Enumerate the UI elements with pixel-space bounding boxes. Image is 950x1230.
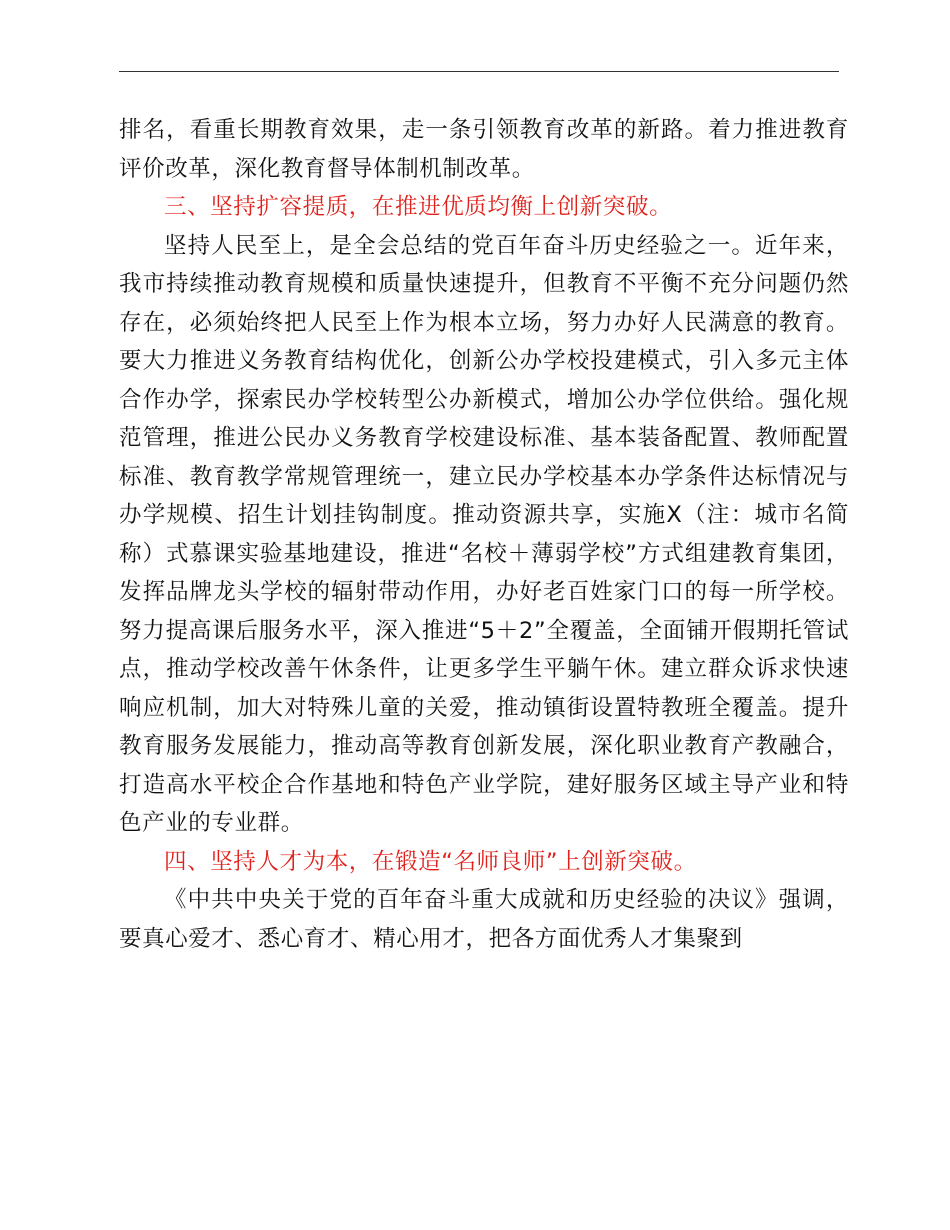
section-heading-4: 四、坚持人才为本，在锻造“名师良师”上创新突破。 xyxy=(164,848,697,875)
document-body xyxy=(119,111,849,958)
section-heading-3: 三、坚持扩容提质，在推进优质均衡上创新突破。 xyxy=(164,194,673,220)
paragraph-section-4: 《中共中央关于党的百年奋斗重大成就和历史经验的决议》强调，要真心爱才、悉心育才、精心用才，把各方面优秀人才集聚到 xyxy=(119,887,849,952)
paragraph-continuation: 排名，看重长期教育效果，走一条引领教育改革的新路。着力推进教育评价改革，深化教育督导体制机制改革。 xyxy=(119,117,849,182)
paragraph-section-3: 坚持人民至上，是全会总结的党百年奋斗历史经验之一。近年来，我市持续推动教育规模和质量快速提升，但教育不平衡不充分问题仍然存在，必须始终把人民至上作为根本立场，努力办好人民满意的教育。要大力推进义务教育结构优化，创新公办学校投建模式，引入多元主体合作办学，探索民办学校转型公办新模式，增加公办学位供给。强化规范管理，推进公民办义务教育学校建设标准、基本装备配置、教师配置标准、教育教学常规管理统一，建立民办学校基本办学条件达标情况与办学规模、招生计划挂钩制度。推动资源共享，实施X（注：城市名简称）式慕课实验基地建设，推进“名校＋薄弱学校”方式组建教育集团，发挥品牌龙头学校的辐射带动作用，办好老百姓家门口的每一所学校。努力提高课后服务水平，深入推进“5＋2”全覆盖，全面铺开假期托管试点，推动学校改善午休条件，让更多学生平躺午休。建立群众诉求快速响应机制，加大对特殊儿童的关爱，推动镇街设置特教班全覆盖。提升教育服务发展能力，推动高等教育创新发展，深化职业教育产教融合，打造高水平校企合作基地和特色产业学院，建好服务区域主导产业和特色产业的专业群。 xyxy=(119,232,849,836)
header-rule xyxy=(119,71,839,72)
